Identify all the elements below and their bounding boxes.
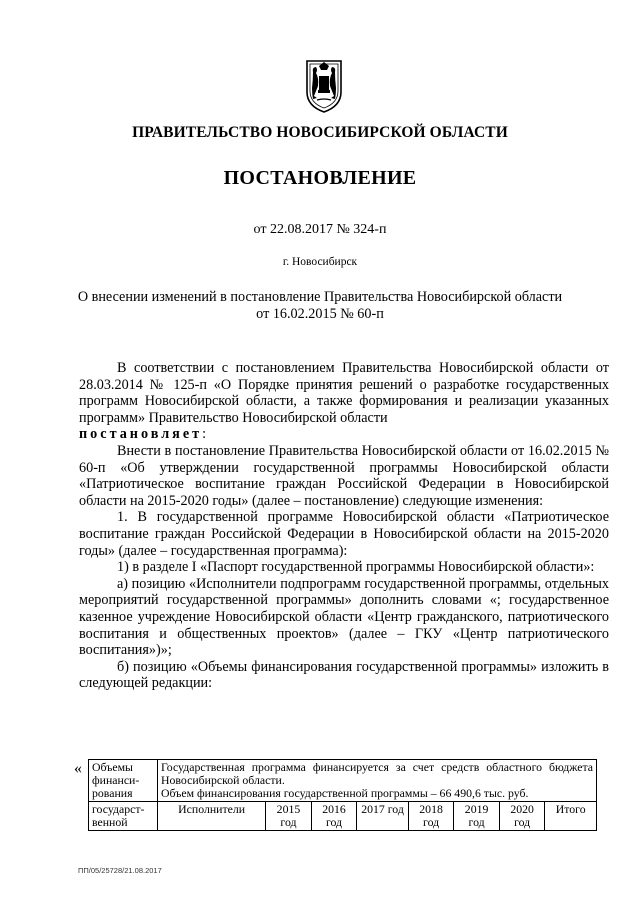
paragraph-amend: Внести в постановление Правительства Новосибирской области от 16.02.2015 № 60-п «Об утверждении государственной программы Новосибирской области «Патриотическое воспитание граждан Российской Федерации в Новосибирской области на 2015-2020 годы» (далее – постановление) следующие изменения:: [79, 442, 609, 509]
table-row: [89, 760, 597, 802]
document-body: [79, 360, 609, 692]
financing-description: [158, 760, 597, 802]
column-header: 2018 год: [408, 802, 454, 831]
column-header: 2020 год: [499, 802, 545, 831]
column-header: Итого: [545, 802, 597, 831]
row-label: государст-венной: [89, 802, 158, 831]
paragraph-item-a: а) позицию «Исполнители подпрограмм государственной программы, отдельных мероприятий государственной программы» дополнить словами «; государственное казенное учреждение Новосибирской области «Центр гражданского, патриотического воспитания и общественных проектов» (далее – ГКУ «Центр патриотического воспитания»)»;: [79, 575, 609, 659]
paragraph-item-b: б) позицию «Объемы финансирования государственной программы» изложить в следующей редакции:: [79, 658, 609, 692]
column-header: 2019 год: [454, 802, 500, 831]
financing-table: [88, 759, 597, 831]
preamble-colon: :: [202, 426, 207, 443]
organization-name: ПРАВИТЕЛЬСТВО НОВОСИБИРСКОЙ ОБЛАСТИ: [132, 124, 508, 141]
subject-line-2: от 16.02.2015 № 60-п: [256, 306, 384, 322]
document-type: ПОСТАНОВЛЕНИЕ: [223, 167, 417, 189]
paragraph-preamble: [79, 360, 609, 443]
column-header: 2015 год: [266, 802, 312, 831]
resolves-keyword: постановляет: [79, 426, 203, 443]
column-header: 2017 год: [357, 802, 409, 831]
city: г. Новосибирск: [282, 256, 358, 268]
open-quote: «: [74, 760, 82, 777]
date-number: от 22.08.2017 № 324-п: [253, 222, 387, 237]
document-code: ПП/05/25728/21.08.2017: [78, 866, 162, 875]
document-subject: [0, 289, 640, 323]
column-header: 2016 год: [311, 802, 357, 831]
table-row: [89, 802, 597, 831]
financing-source: Государственная программа финансируется за счет средств областного бюджета Новосибирской области.: [161, 760, 593, 787]
financing-total: Объем финансирования государственной программы – 66 490,6 тыс. руб.: [161, 786, 529, 800]
paragraph-item-1: 1. В государственной программе Новосибирской области «Патриотическое воспитание граждан Российской Федерации в Новосибирской области на 2015-2020 годы» (далее – государственная программа):: [79, 509, 609, 559]
paragraph-item-1-1: 1) в разделе I «Паспорт государственной программы Новосибирской области»:: [117, 559, 595, 576]
subject-line-1: О внесении изменений в постановление Правительства Новосибирской области: [77, 289, 563, 305]
preamble-text: В соответствии с постановлением Правительства Новосибирской области от 28.03.2014 № 125-п «О Порядке принятия решений о разработке государственных программ Новосибирской области, а также формирования и реализации указанных программ» Правительство Новосибирской области: [79, 360, 609, 426]
coat-of-arms-icon: [304, 58, 344, 114]
column-header: Исполнители: [158, 802, 266, 831]
row-label: Объемы финанси-рования: [89, 760, 158, 802]
